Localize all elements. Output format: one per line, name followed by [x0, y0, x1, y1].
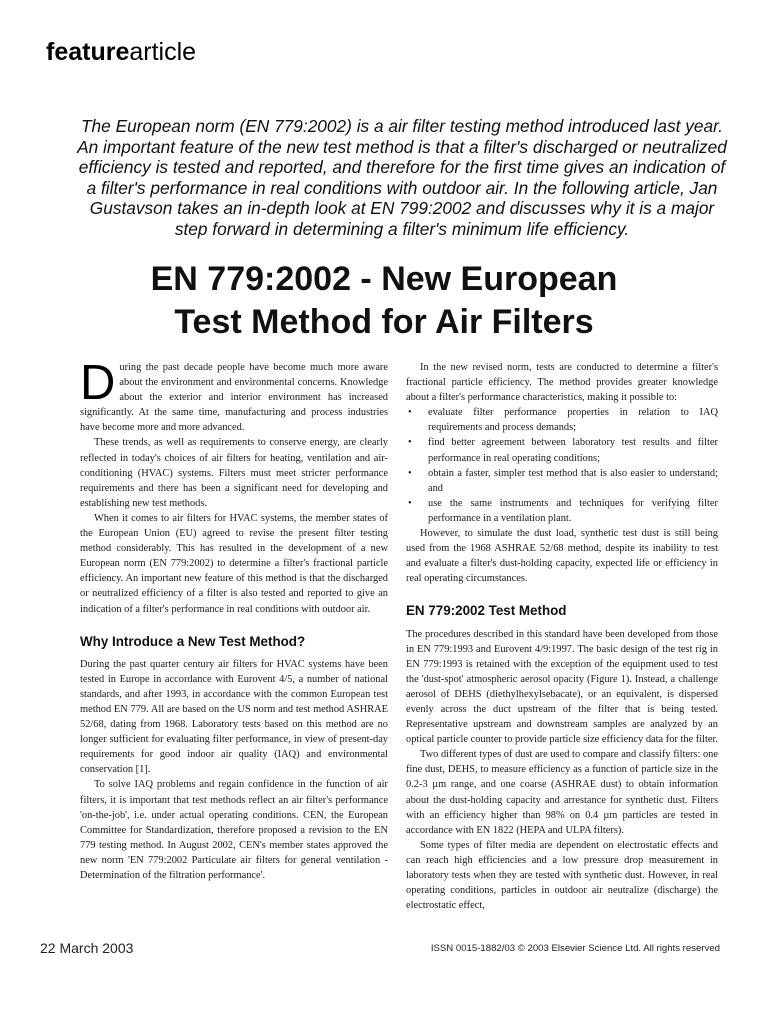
section-header-bold: feature: [46, 38, 130, 66]
drop-cap: D: [80, 356, 116, 410]
right-paragraph-4: Two different types of dust are used to compare and classify filters: one fine dust, DEHS, to measure efficiency as a function of particle size in the 0.2-3 µm range, and one coarse (ASHRAE dust) to obtain information about the dust-holding capacity and arrestance for synthetic dust. Filters with an efficiency higher than 98% on 0.4 µm particles are tested in accordance with EN 1822 (HEPA and ULPA filters).: [406, 749, 718, 836]
copyright-line: ISSN 0015-1882/03 © 2003 Elsevier Science Ltd. All rights reserved: [430, 943, 720, 954]
right-heading: EN 779:2002 Test Method: [406, 603, 567, 619]
left-paragraph-1-text: uring the past decade people have become much more aware about the environment and environmental concerns. Knowledge about the exterior and interior environment has increased significantly. At the same time, manufacturing and process industries have become more and more advanced.: [80, 362, 388, 434]
bullet-item: • find better agreement between laboratory test results and filter performance in real operating conditions;: [406, 435, 718, 465]
left-paragraph-5: To solve IAQ problems and regain confidence in the function of air filters, it is important that test methods reflect an air filter's performance 'on-the-job', i.e. under actual operating conditions. CEN, the European Committee for Standardization, therefore proposed a revision to the EN 779 testing method. In August 2002, CEN's member states approved the new norm 'EN 779:2002 Particulate air filters for general ventilation - Determination of the filtration performance'.: [80, 779, 388, 881]
right-paragraph-5: Some types of filter media are dependent on electrostatic effects and can reach high efficiencies and a low pressure drop measurement in laboratory tests when they are tested with synthetic dust. However, in real operating conditions, particles in outdoor air neutralize (discharge) the electrostatic effect,: [406, 839, 718, 912]
title-line-1: EN 779:2002 - New European: [150, 260, 618, 298]
right-paragraph-1: In the new revised norm, tests are conducted to determine a filter's fractional particle efficiency. The method provides greater knowledge about a filter's performance characteristics, making it possible to:: [406, 362, 718, 404]
right-paragraph-3: The procedures described in this standard have been developed from those in EN 779:1993 and Eurovent 4/9:1997. The basic design of the test rig in EN 779:1993 is retained with the exception of the equipment used to test the 'dust-spot' atmospheric aerosol opacity (Figure 1). Instead, a challenge aerosol of DEHS (diethylhexylsebacate), or an equivalent, is dispersed evenly across the duct upstream of the filter that is being tested. Representative upstream and downstream samples are analyzed by an optical particle counter to provide particle size efficiency data for the filter.: [406, 628, 718, 746]
bullet-item: • obtain a faster, simpler test method that is also easier to understand; and: [406, 466, 718, 496]
right-paragraph-2: However, to simulate the dust load, synthetic test dust is still being used from the 1968 ASHRAE 52/68 method, despite its inability to test and evaluate a filter's dust-holding capacity, expected life or efficiency in real operating circumstances.: [406, 528, 718, 585]
left-column: [80, 356, 388, 883]
left-heading: Why Introduce a New Test Method?: [80, 633, 306, 649]
bullet-list: [406, 405, 718, 526]
right-column: [406, 360, 718, 913]
left-paragraph-4: During the past quarter century air filters for HVAC systems have been tested in Europe in accordance with Eurovent 4/5, a number of national standards, and after 1993, in accordance with the common European test method EN 779. All are based on the US norm and test method ASHRAE 52/68, dating from 1968. Laboratory tests based on this method are no longer sufficient for evaluating filter performance, in view of present-day requirements for good indoor air quality (IAQ) and environmental conservation [1].: [80, 658, 388, 776]
article-title: [40, 258, 728, 344]
left-paragraph-2: These trends, as well as requirements to conserve energy, are clearly reflected in today's choices of air filters for heating, ventilation and air-conditioning (HVAC) systems. Filters must meet stricter performance requirements and there has been a significant need for developing and establishing new test methods.: [80, 437, 388, 509]
bullet-item: • evaluate filter performance properties in relation to IAQ requirements and process demands;: [406, 405, 718, 435]
page-number-date: 22 March 2003: [40, 940, 134, 956]
left-paragraph-1: [80, 356, 388, 435]
bullet-item: • use the same instruments and techniques for verifying filter performance in a ventilation plant.: [406, 496, 718, 526]
intro-standfirst: The European norm (EN 779:2002) is a air filter testing method introduced last year. An important feature of the new test method is that a filter's discharged or neutralized efficiency is tested and reported, and therefore for the first time gives an indication of a filter's performance in real conditions with outdoor air. In the following article, Jan Gustavson takes an in-depth look at EN 799:2002 and discusses why it is a major step forward in determining a filter's minimum life efficiency.: [77, 116, 727, 239]
section-header: [46, 38, 196, 67]
left-paragraph-3: When it comes to air filters for HVAC systems, the member states of the European Union (EU) agreed to revise the present filter testing method considerably. This has resulted in the development of a new European norm (EN 779:2002) to determine a filter's fractional particle efficiency. An important new feature of this method is that the discharged or neutralized efficiency of a filter is also tested and reported to give an indication of a filter's performance in real conditions with outdoor air.: [80, 512, 388, 615]
section-header-rest: article: [129, 38, 197, 66]
title-line-2: Test Method for Air Filters: [174, 303, 594, 341]
